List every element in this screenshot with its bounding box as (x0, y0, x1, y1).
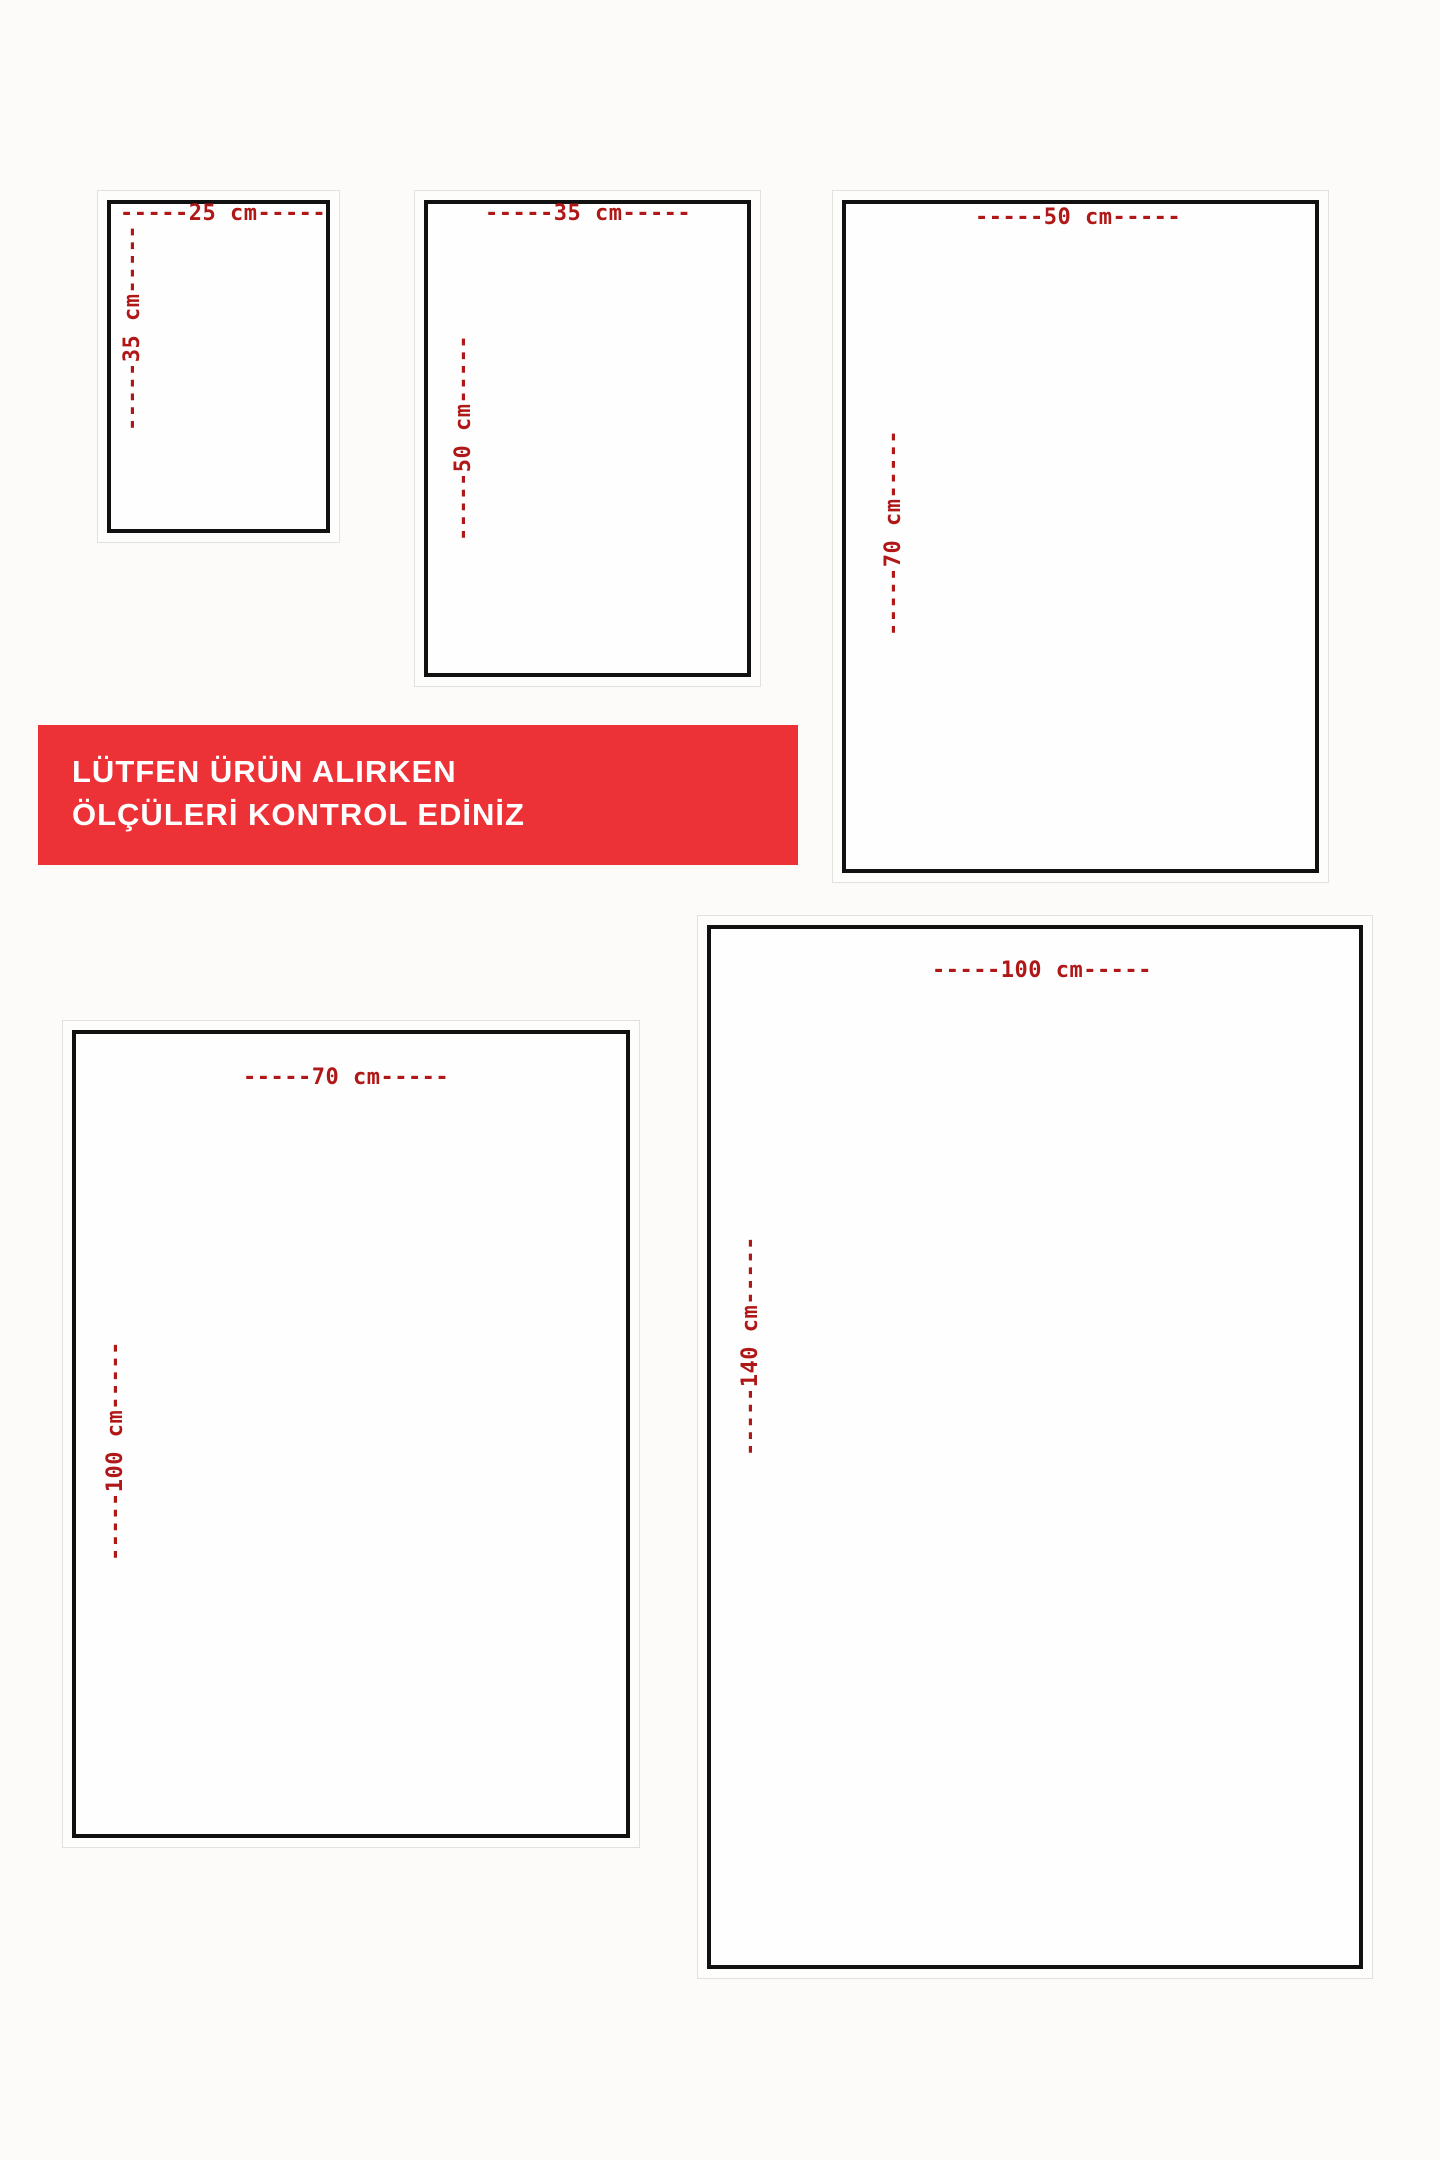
frame-35x50-width-label: -----35 cm----- (485, 201, 692, 226)
frame-70x100-width-label: -----70 cm----- (243, 1065, 450, 1090)
frame-100x140-width-label: -----100 cm----- (932, 958, 1152, 983)
frame-35x50-height-label: -----50 cm----- (451, 334, 476, 541)
notice-banner (38, 725, 798, 865)
frame-70x100-inner (72, 1030, 630, 1838)
frame-100x140-height-label: -----140 cm----- (738, 1236, 763, 1456)
frame-35x50 (414, 190, 761, 687)
frame-50x70-inner (842, 200, 1319, 873)
frame-50x70 (832, 190, 1329, 883)
frame-25x35-height-label: -----35 cm----- (120, 224, 145, 431)
frame-25x35 (97, 190, 340, 543)
frame-70x100-height-label: -----100 cm----- (103, 1341, 128, 1561)
frame-100x140-inner (707, 925, 1363, 1969)
frame-50x70-height-label: -----70 cm----- (881, 429, 906, 636)
frame-70x100 (62, 1020, 640, 1848)
frame-50x70-width-label: -----50 cm----- (975, 205, 1182, 230)
notice-line-1: LÜTFEN ÜRÜN ALIRKEN (72, 754, 457, 790)
frame-25x35-width-label: -----25 cm----- (120, 201, 327, 226)
notice-line-2: ÖLÇÜLERİ KONTROL EDİNİZ (72, 797, 525, 832)
frame-100x140 (697, 915, 1373, 1979)
